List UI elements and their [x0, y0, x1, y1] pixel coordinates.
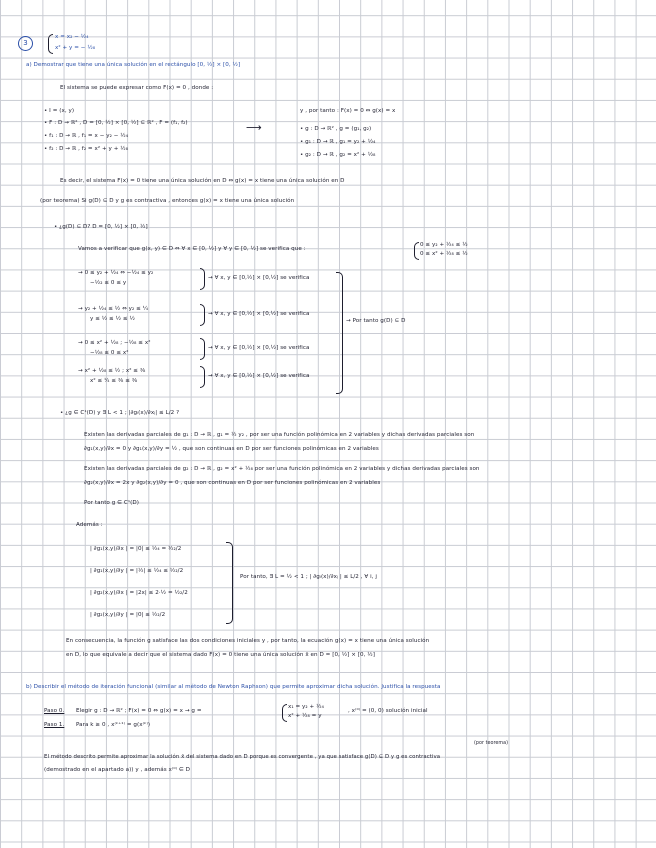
- check2-p1b: ∂g₁(x,y)/∂x = 0 y ∂g₁(x,y)/∂y = ½ , que son continuas en D por ser funciones polinómicas en 2 variables: [84, 446, 379, 452]
- part-a-final-2: en D, lo que equivale a decir que el sistema dado F(x) = 0 tiene una única solución x̄ en D = [0, ½] × [0, ½]: [66, 652, 376, 658]
- deriv-bracket: [226, 542, 233, 624]
- deriv-row-1: | ∂g₁(x,y)/∂x | = |0| ≤ ½₄ = ½₂/2: [90, 546, 182, 552]
- row1-a: → 0 ≤ y₂ + ½₄ ⇔ −½₄ ≤ y₂: [78, 270, 154, 276]
- right-title: y , por tanto : F(x) = 0 ⇔ g(x) = x: [300, 108, 396, 114]
- part-a-intro: El sistema se puede expresar como F(x) = 0 , donde :: [60, 85, 214, 91]
- row4-bracket: [200, 366, 205, 388]
- check1-brace: [414, 242, 419, 260]
- row2-a: → y₂ + ½₄ ≤ ½ ⇔ y₂ ≤ ¼: [78, 306, 149, 312]
- row2-b: y ≤ ½ ≤ ½ ≤ ½: [90, 316, 135, 322]
- rows-big-bracket: [336, 272, 343, 394]
- row3-b: −½₈ ≤ 0 ≤ x²: [90, 350, 129, 356]
- part-a-final-1: En consecuencia, la función g satisface las dos condiciones iniciales y , por tanto, la ecuación g(x) = x tiene una única solución: [66, 638, 430, 644]
- row2-c: → ∀ x, y ∈ [0,½] × [0,½] se verifica: [208, 311, 310, 317]
- part-b-final-1: El método descrito permite aproximar la solución x̄ del sistema dado en D porque es convergente , ya que satisface g(D) ⊆ D y g es contractiva: [44, 754, 441, 760]
- deriv-row-2: | ∂g₁(x,y)/∂y | = |½| ≤ ½₄ ≤ ½₂/2: [90, 568, 184, 574]
- paso1-text: Para k ≥ 0 , x⁽ᵏ⁺¹⁾ = g(x⁽ᵏ⁾): [76, 722, 151, 728]
- deriv-row-4: | ∂g₂(x,y)/∂y | = |0| ≤ ½₂/2: [90, 612, 166, 618]
- ademas-label: Además :: [76, 522, 103, 528]
- row3-c: → ∀ x, y ∈ [0,½] × [0,½] se verifica: [208, 345, 310, 351]
- para-2: (por teorema) Si g(D) ⊆ D y g es contractiva , entonces g(x) = x tiene una única solución: [40, 198, 295, 204]
- paso0-label: Paso 0.: [44, 708, 65, 714]
- row4-b: x² ≤ ¼ ≤ ⅜ ≤ ⅜: [90, 378, 138, 384]
- def-line-3: • f₁ : D → ℝ , f₁ = x − y₂ − ½₄: [44, 133, 129, 139]
- check1-sys2: 0 ≤ x² + ½₈ ≤ ½: [420, 251, 468, 257]
- note-above: (por teorema): [474, 741, 509, 746]
- check2-title: • ¿g ∈ C¹(D) y ∃ L < 1 ; |∂gᵢ(x)/∂xⱼ| ≤ L/2 ?: [60, 410, 180, 416]
- deriv-conclusion: Por tanto, ∃ L = ½ < 1 ; | ∂gᵢ(x)/∂xⱼ | ≤ L/2 , ∀ i, j: [240, 574, 377, 580]
- def-line-4: • f₂ : D → ℝ , f₂ = x² + y + ½₈: [44, 146, 129, 152]
- part-a-title: a) Demostrar que tiene una única solución en el rectángulo [0, ½] × [0, ½]: [26, 62, 241, 68]
- check1-text: Vamos a verificar que g(x, y) ∈ D ⇔ ∀ x ∈ [0, ½] y ∀ y ∈ [0, ½] se verifica que :: [78, 246, 306, 252]
- row4-c: → ∀ x, y ∈ [0,½] × [0,½] se verifica: [208, 373, 310, 379]
- exercise-number: 3: [18, 36, 33, 51]
- check2-p2a: Existen las derivadas parciales de g₂ : D → ℝ , g₂ = x² + ½₈ por ser una función polinómica en 2 variables y dichas derivadas parciales son: [84, 466, 480, 472]
- paso0-tail: , x⁽⁰⁾ = (0, 0) solución inicial: [348, 708, 428, 714]
- paso1-label: Paso 1.: [44, 722, 65, 728]
- check1-title: • ¿g(D) ⊆ D? D = [0, ½] × [0, ½]: [54, 224, 148, 230]
- paso0-sys2: x² + ½₈ = y: [288, 713, 322, 719]
- paso0-brace: [282, 704, 287, 722]
- system-eq1: x = x₂ − ½₄: [55, 34, 89, 40]
- check2-p3: Por tanto g ∈ C¹(D): [84, 500, 139, 506]
- row3-bracket: [200, 338, 205, 360]
- row3-a: → 0 ≤ x² + ½₈ ; −½₈ ≤ x²: [78, 340, 151, 346]
- def-line-2: • F : D → ℝ² , D = [0, ½] × [0, ½] ⊆ ℝ² , F = (f₁, f₂): [44, 120, 188, 126]
- paso0-sys1: x₁ = y₂ + ½₄: [288, 704, 324, 710]
- check2-p1a: Existen las derivadas parciales de g₁ : D → ℝ , g₁ = ½ y₂ , por ser una función polinómica en 2 variables y dichas derivadas parciales son: [84, 432, 475, 438]
- part-b-final-2: (demostrado en el apartado a)) y , además x⁽⁰⁾ ∈ D: [44, 767, 190, 773]
- rows-conclusion: → Por tanto g(D) ⊆ D: [346, 318, 406, 324]
- right-line-2: • g₁ : D → ℝ , g₁ = y₂ + ½₄: [300, 139, 376, 145]
- para-1: Es decir, el sistema F(x) = 0 tiene una única solución en D ⇔ g(x) = x tiene una única solución en D: [60, 178, 345, 184]
- system-brace: [48, 34, 53, 54]
- row2-bracket: [200, 304, 205, 326]
- check2-p2b: ∂g₂(x,y)/∂x = 2x y ∂g₂(x,y)/∂y = 0 , que son continuas en D por ser funciones polinómicas en 2 variables: [84, 480, 381, 486]
- check1-sys1: 0 ≤ y₂ + ½₄ ≤ ½: [420, 242, 468, 248]
- right-line-3: • g₂ : D → ℝ , g₂ = x² + ½₈: [300, 152, 376, 158]
- def-line-1: • I = (x, y): [44, 108, 75, 114]
- paso0-text: Elegir g : D → ℝ² ; F(x) = 0 ⇔ g(x) = x → g =: [76, 708, 202, 714]
- deriv-row-3: | ∂g₂(x,y)/∂x | = |2x| ≤ 2·½ = ½₂/2: [90, 590, 188, 596]
- system-eq2: x² + y = − ½₈: [55, 45, 96, 51]
- row1-b: −½₂ ≤ 0 ≤ y: [90, 280, 127, 286]
- row4-a: → x² + ½₈ ≤ ½ ; x² ≤ ⅜: [78, 368, 146, 374]
- implies-arrow-icon: ⟶: [246, 121, 262, 134]
- row1-c: → ∀ x, y ∈ [0,½] × [0,½] se verifica: [208, 275, 310, 281]
- part-b-title: b) Describir el método de iteración funcional (similar al método de Newton Raphson) que permite aproximar dicha solución. Justifica la respuesta: [26, 684, 441, 690]
- right-line-1: • g : D → ℝ² , g = (g₁, g₂): [300, 126, 372, 132]
- row1-bracket: [200, 268, 205, 290]
